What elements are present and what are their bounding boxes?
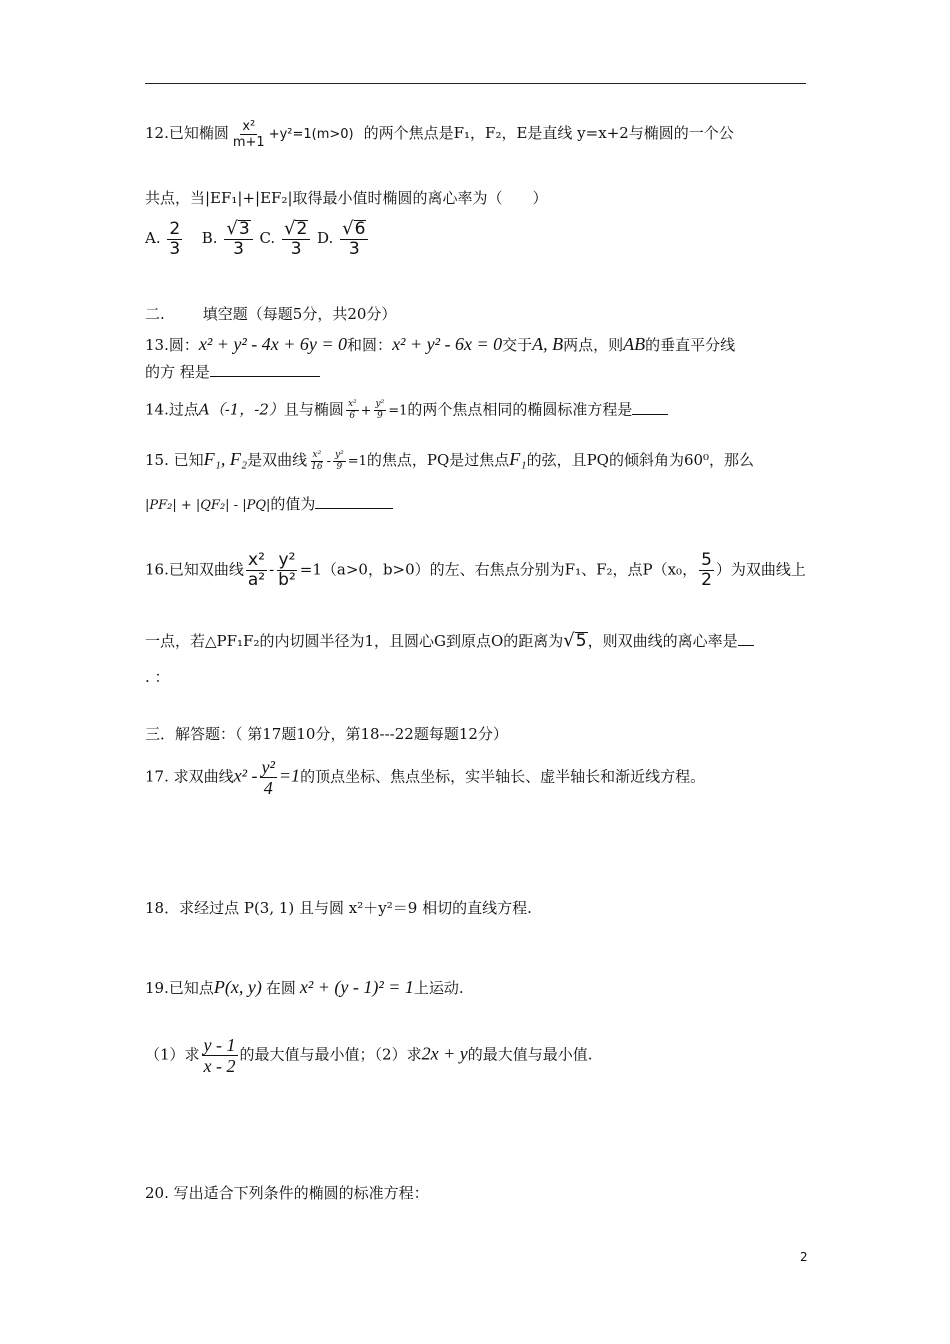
q16-sqrt-val: 5 <box>575 631 587 651</box>
q14-plus: + <box>360 403 372 419</box>
q12-opt-d-den: 3 <box>348 239 360 259</box>
q12-options <box>145 220 370 258</box>
q15-eq: =1 <box>347 454 367 469</box>
q19-frac-num: y - 1 <box>203 1035 236 1055</box>
q15-line2-suffix: 的值为 <box>270 495 316 513</box>
q15-n2: y² <box>335 449 344 460</box>
q12-opt-b-den: 3 <box>233 239 244 259</box>
q14-prefix: 14.过点 <box>145 400 199 419</box>
q17-eq: =1 <box>278 765 301 786</box>
q14-frac2 <box>374 400 387 421</box>
section3-heading: 三．解答题：（ 第17题10分，第18---22题每题12分） <box>145 725 508 743</box>
q12-opt-d-num: 6 <box>354 219 366 239</box>
q15-line2 <box>145 497 393 512</box>
q12-opt-c-frac <box>282 220 310 258</box>
sqrt-icon: √ <box>283 218 296 239</box>
header-rule <box>145 83 806 84</box>
q12-line2: 共点，当|EF₁|+|EF₂|取得最小值时椭圆的离心率为（ ） <box>145 189 548 207</box>
q16-suffix: ）为双曲线上 <box>715 560 806 579</box>
q17-n: y² <box>261 757 275 777</box>
q19-p1-label: （1）求 <box>145 1045 200 1064</box>
q13-eq2: x² + y² - 6x = 0 <box>392 334 503 354</box>
q12-opt-c-den: 3 <box>290 239 302 259</box>
q19-prefix: 19.已知点 <box>145 979 214 997</box>
q15-line1 <box>145 450 754 472</box>
q15-frac2 <box>333 451 346 472</box>
q14-eq: =1 <box>388 403 408 419</box>
q15-prefix: 15. 已知 <box>145 451 204 469</box>
q15-answer-blank[interactable] <box>315 508 393 509</box>
q16-line2-suffix: ，则双曲线的离心率是 <box>587 632 738 650</box>
q15-d1: 16 <box>311 461 323 472</box>
q14-mid: 且与椭圆 <box>283 400 344 419</box>
q15-minus: - <box>326 454 332 469</box>
sqrt-icon: √ <box>563 630 575 651</box>
q13-points: A, B <box>532 334 564 354</box>
q12-opt-c-label: C. <box>259 229 276 247</box>
q20-line: 20. 写出适合下列条件的椭圆的标准方程： <box>145 1184 429 1202</box>
q16-pn: 5 <box>701 550 712 570</box>
q14-frac1 <box>346 400 359 421</box>
q16-line2 <box>145 632 754 650</box>
q13-mid3: 两点，则 <box>563 336 624 354</box>
q14-n2: y² <box>375 399 385 409</box>
q19-line2 <box>145 1036 592 1075</box>
q16-line1 <box>145 552 806 589</box>
q15-expr: |PF₂| + |QF₂| - |PQ| <box>145 498 271 513</box>
q15-foci: F₁, F₂ <box>203 449 248 469</box>
q14-point: A（-1，-2） <box>198 400 284 419</box>
q19-p2-suffix: 的最大值与最小值. <box>467 1045 593 1064</box>
q16-line3: . ： <box>145 668 170 686</box>
q12-opt-d-frac <box>340 220 368 258</box>
q19-mid: 在圆 <box>265 979 296 997</box>
q19-expr: 2x + y <box>421 1043 468 1064</box>
q15-f1: F₁ <box>509 449 527 469</box>
q16-frac3 <box>699 552 714 589</box>
q14-line <box>145 400 668 421</box>
q12-prefix: 12.已知椭圆 <box>145 124 229 142</box>
q14-answer-blank[interactable] <box>632 414 668 415</box>
q13-prefix: 13.圆： <box>145 336 199 354</box>
q16-frac2 <box>276 552 298 589</box>
q15-frac1 <box>309 451 324 472</box>
q12-opt-d-label: D. <box>317 229 334 247</box>
q15-mid: 是双曲线 <box>247 451 308 469</box>
q13-mid: 和圆： <box>347 336 393 354</box>
q18-line: 18．求经过点 P(3, 1) 且与圆 x²＋y²＝9 相切的直线方程. <box>145 899 532 917</box>
q16-line2-text: 一点，若△PF₁F₂的内切圆半径为1，且圆心G到原点O的距离为 <box>145 632 564 650</box>
q12-suffix: 的两个焦点是F₁，F₂，E是直线 y=x+2与椭圆的一个公 <box>363 124 734 142</box>
q14-d1: 6 <box>349 411 356 421</box>
q14-n1: x² <box>347 399 357 409</box>
q13-suffix: 的垂直平分线 <box>645 336 736 354</box>
q16-sqrt <box>563 632 587 650</box>
q17-suffix: 的顶点坐标、焦点坐标，实半轴长、虚半轴长和渐近线方程。 <box>300 767 706 786</box>
q12-line1 <box>145 120 734 149</box>
q19-p1-suffix: 的最大值与最小值；（2）求 <box>239 1045 422 1064</box>
q13-seg: AB <box>623 334 646 354</box>
q15-suffix: 的弦，且PQ的倾斜角为60⁰，那么 <box>526 451 755 469</box>
q13-line1 <box>145 335 735 353</box>
q19-frac-den: x - 2 <box>203 1056 236 1076</box>
q12-opt-a-den: 3 <box>169 238 181 259</box>
q16-n2: y² <box>278 550 296 570</box>
q12-opt-c-num: 2 <box>296 219 308 239</box>
q12-ellipse-rest: +y²=1(m>0) <box>268 127 354 142</box>
q16-d1: a² <box>247 570 266 590</box>
q13-eq1: x² + y² - 4x + 6y = 0 <box>198 334 348 354</box>
q12-opt-a-frac <box>167 218 182 259</box>
q17-d: 4 <box>263 778 273 798</box>
q19-line1 <box>145 978 464 996</box>
q12-opt-a-num: 2 <box>169 218 181 239</box>
q16-answer-blank[interactable] <box>738 645 754 646</box>
page-number: 2 <box>800 1250 808 1264</box>
q16-d2: b² <box>278 570 296 590</box>
q13-mid2: 交于 <box>502 336 533 354</box>
q16-n1: x² <box>248 550 265 570</box>
q15-d2: 9 <box>336 461 343 472</box>
q17-line <box>145 758 705 797</box>
q19-frac <box>202 1036 238 1075</box>
q17-prefix: 17. 求双曲线 <box>145 767 234 786</box>
q16-mid: =1（a>0，b>0）的左、右焦点分别为F₁、F₂，点P（x₀， <box>299 560 698 579</box>
q15-n1: x² <box>312 449 322 460</box>
q19-eq: x² + (y - 1)² = 1 <box>299 977 414 997</box>
q12-opt-b-num: 3 <box>238 219 250 239</box>
q12-ellipse-num: x² <box>242 119 256 134</box>
sqrt-icon: √ <box>342 218 354 239</box>
q12-ellipse-eq <box>229 119 354 150</box>
q13-answer-blank[interactable] <box>210 376 320 377</box>
q19-suffix: 上运动. <box>413 979 464 997</box>
q15-mid2: 的焦点，PQ是过焦点 <box>366 451 510 469</box>
q12-ellipse-den: m+1 <box>232 135 265 150</box>
q19-point: P(x, y) <box>213 977 262 997</box>
q12-opt-b-label: B. <box>201 229 218 247</box>
q16-prefix: 16.已知双曲线 <box>145 560 244 579</box>
q16-pd: 2 <box>701 570 712 590</box>
q14-suffix: 的两个焦点相同的椭圆标准方程是 <box>407 400 633 419</box>
q13-line2 <box>145 365 320 380</box>
section2-num: 二. <box>145 305 165 323</box>
q13-line2-text: 的方 程是 <box>145 363 210 381</box>
sqrt-icon: √ <box>226 218 238 239</box>
q16-minus: - <box>269 560 275 579</box>
q14-d2: 9 <box>377 411 383 421</box>
q12-opt-a-label: A. <box>145 229 161 247</box>
q17-frac <box>260 758 277 797</box>
q16-frac1 <box>246 552 267 589</box>
section2-heading <box>145 307 396 322</box>
q17-x2: x² - <box>233 765 258 786</box>
section2-title: 填空题（每题5分，共20分） <box>202 305 397 323</box>
q12-opt-b-frac <box>224 220 252 258</box>
